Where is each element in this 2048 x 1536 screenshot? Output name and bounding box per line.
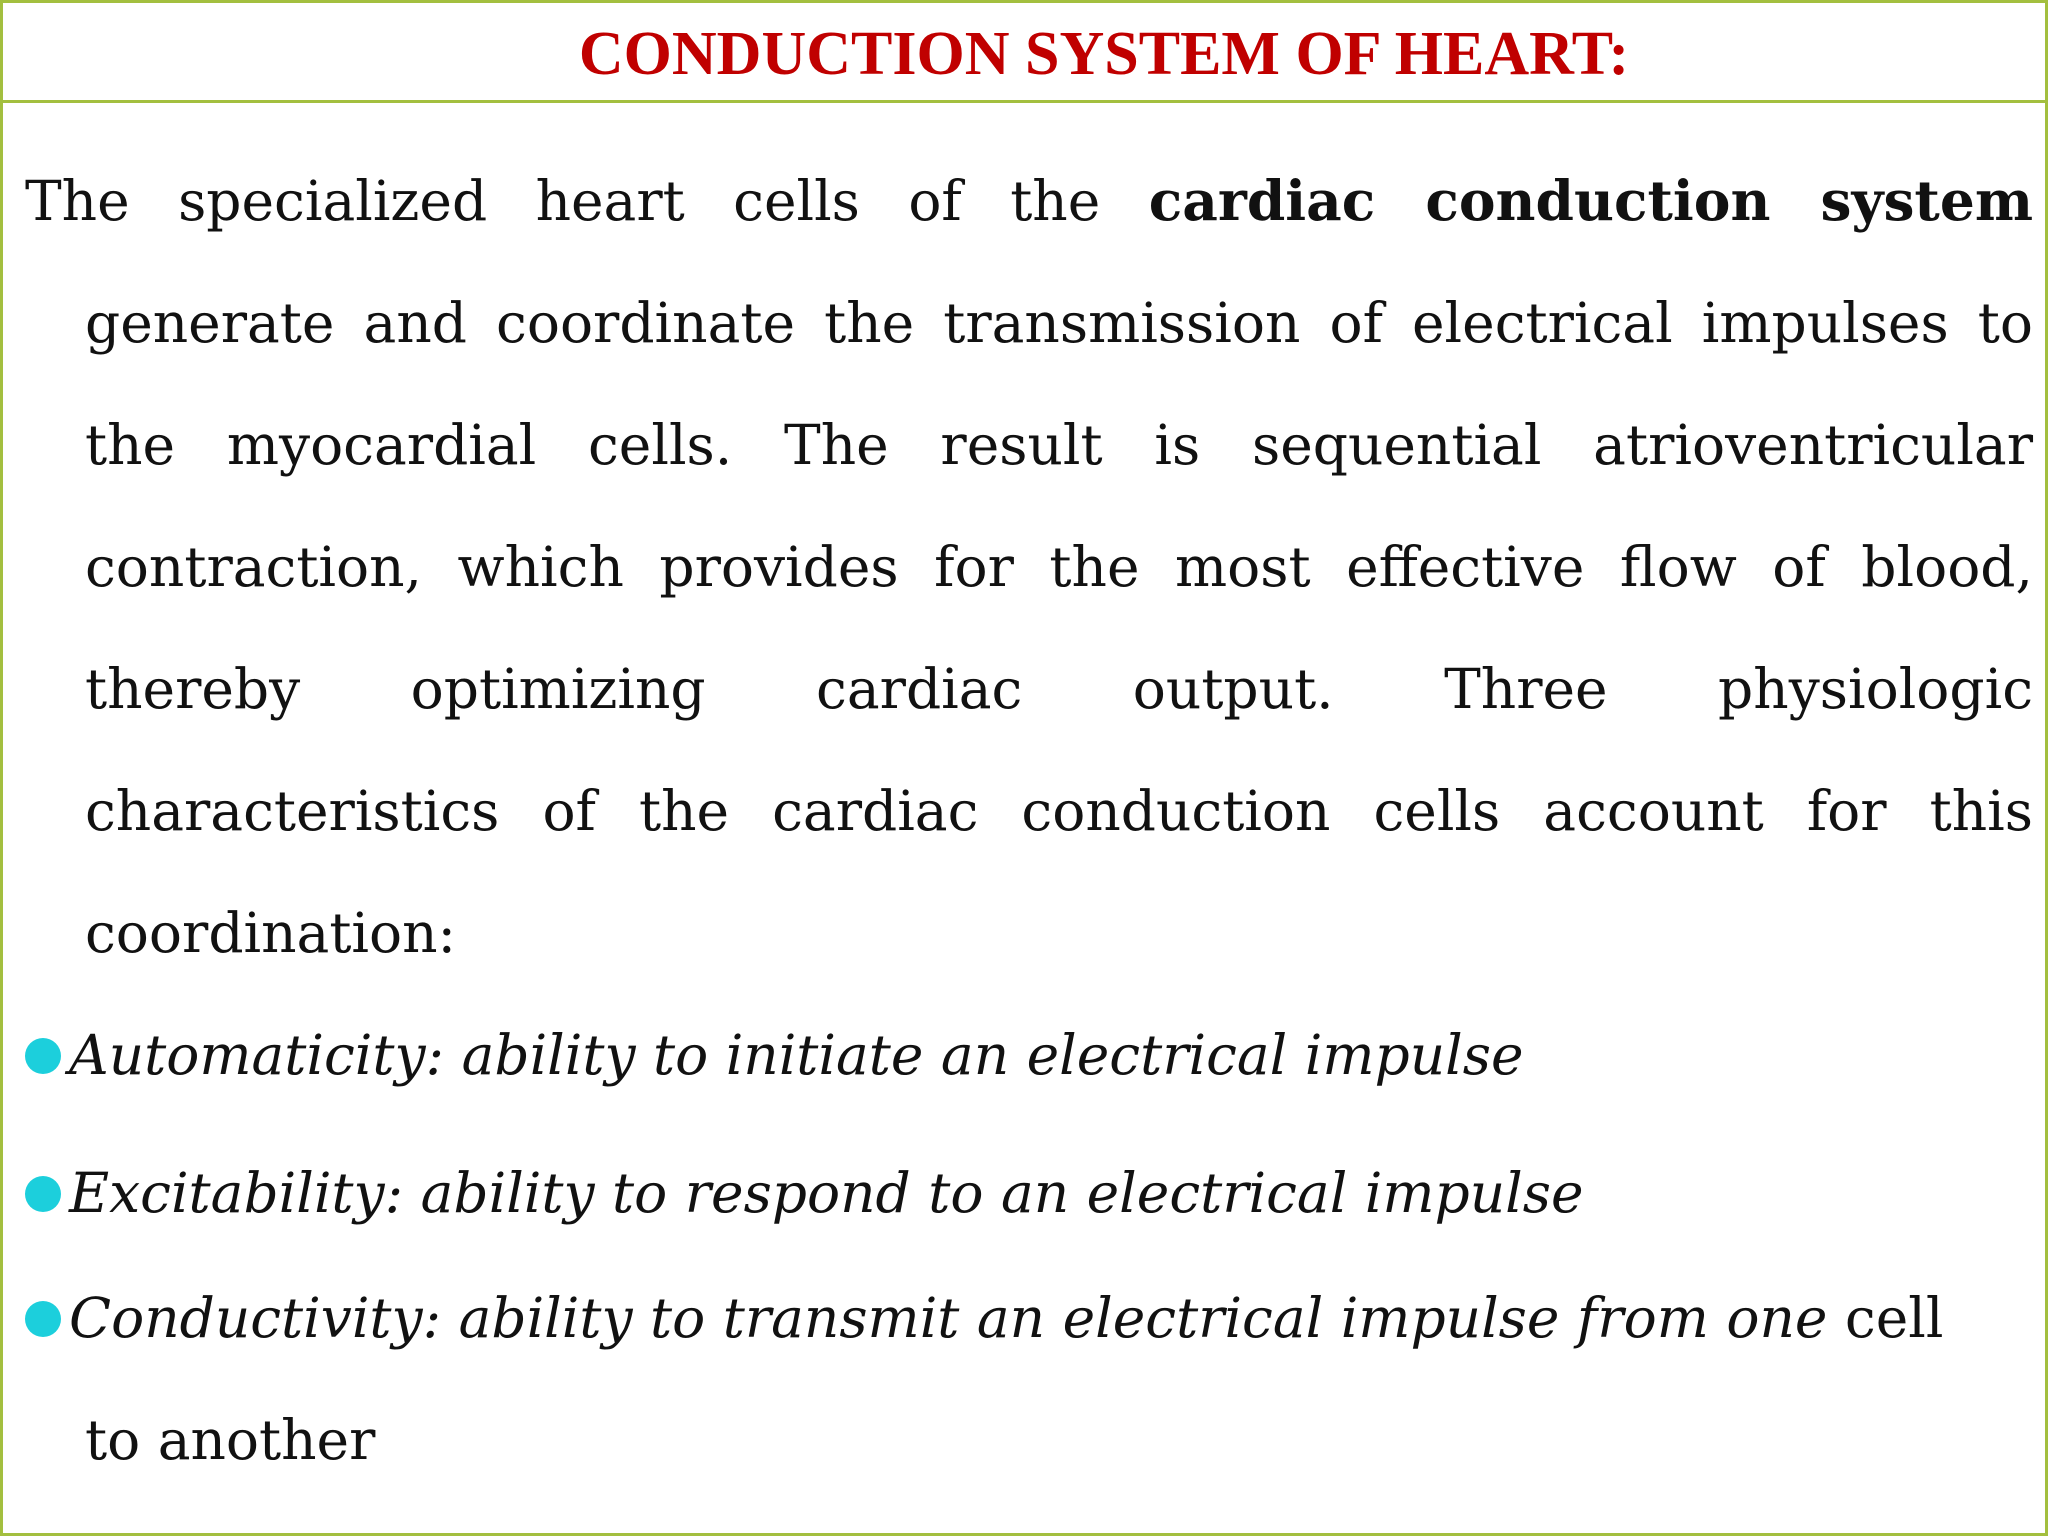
bullet-text: Automaticity: ability to initiate an electrical impulse [69,1023,1524,1087]
bullet-text: Conductivity: ability to transmit an electrical impulse from one [69,1286,1828,1350]
paragraph-line-2: generate and coordinate the transmission of electrical impulses to [85,291,2033,355]
paragraph-text: The specialized heart cells of the [25,169,1101,233]
paragraph-line-6: characteristics of the cardiac conduction cells account for this [85,779,2033,843]
paragraph-line-1 [25,140,2033,262]
paragraph-line-4: contraction, which provides for the most effective flow of blood, [85,535,2033,599]
bullet-text-regular: cell [1827,1286,1944,1350]
bullet-dot-icon [25,1176,61,1212]
bullet-dot-icon [25,1038,61,1074]
paragraph-line-5: thereby optimizing cardiac output. Three physiologic [85,657,2033,721]
body-paragraph [25,140,2033,994]
title-bar [3,3,2045,103]
paragraph-line-3: the myocardial cells. The result is sequential atrioventricular [85,413,2033,477]
bullet-continuation: to another [85,1408,376,1472]
paragraph-line-7: coordination: [85,901,457,965]
bullet-text: Excitability: ability to respond to an electrical impulse [69,1161,1584,1225]
bullet-item-excitability [25,1161,2033,1225]
bullet-item-automaticity [25,1023,2033,1087]
bullet-item-conductivity [25,1286,2033,1350]
slide-title: CONDUCTION SYSTEM OF HEART: [578,20,1630,88]
bullet-dot-icon [25,1301,61,1337]
bold-term: cardiac conduction system [1148,168,2034,233]
